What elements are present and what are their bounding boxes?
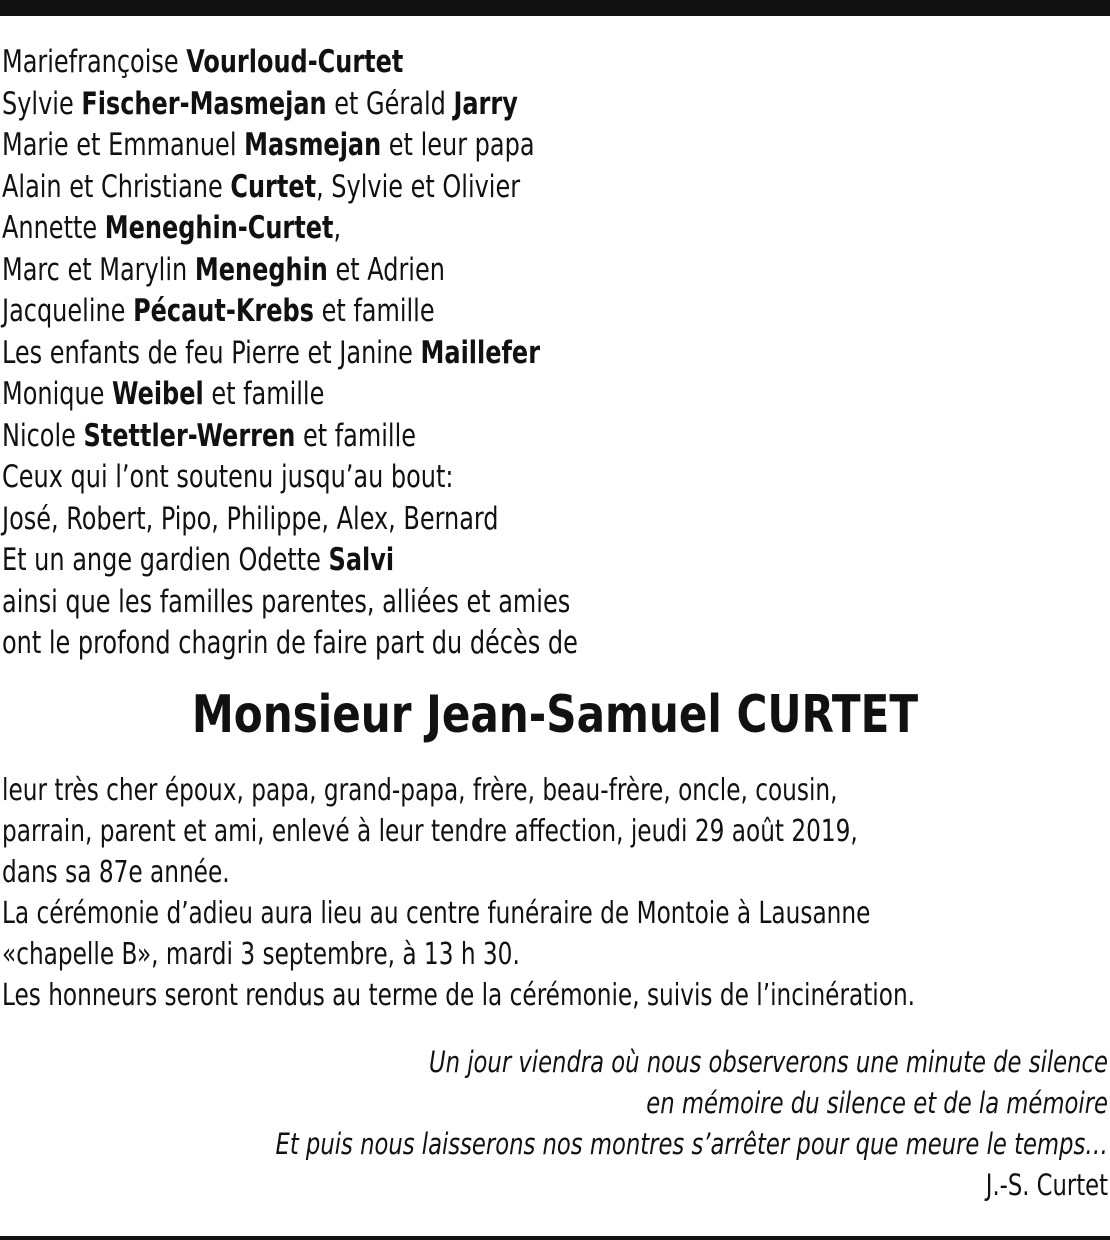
bottom-rule xyxy=(0,1236,1110,1240)
family-text: Monique xyxy=(2,376,113,412)
family-surname: Jarry xyxy=(453,85,518,122)
family-text: José, Robert, Pipo, Philippe, Alex, Bernard xyxy=(2,500,499,537)
poem-lines xyxy=(2,1042,1108,1165)
family-text: Ceux qui l’ont soutenu jusqu’au bout: xyxy=(2,459,454,495)
family-line xyxy=(2,125,948,167)
family-text: ainsi que les familles parentes, alliées et amies xyxy=(2,583,571,620)
family-text: Marc et Marylin xyxy=(2,251,195,288)
family-text: et leur papa xyxy=(381,127,535,163)
announcement-body xyxy=(2,770,1108,1016)
poem-line: en mémoire du silence et de la mémoire xyxy=(646,1086,1108,1120)
deceased-name: Monsieur Jean-Samuel CURTET xyxy=(191,685,919,745)
family-line xyxy=(2,250,948,292)
family-text: Annette xyxy=(2,210,105,246)
family-surname: Maillefer xyxy=(420,334,541,371)
family-surname: Salvi xyxy=(328,542,395,578)
family-line xyxy=(2,416,948,458)
body-line: dans sa 87e année. xyxy=(2,855,230,890)
family-surname: Meneghin-Curtet xyxy=(104,210,334,246)
family-text: ont le profond chagrin de faire part du décès de xyxy=(2,625,578,661)
family-text: Nicole xyxy=(2,417,84,454)
family-line xyxy=(2,208,948,250)
family-line xyxy=(2,623,948,665)
family-line xyxy=(2,167,948,209)
family-line xyxy=(2,84,948,126)
family-text: , Sylvie et Olivier xyxy=(316,168,521,205)
body-line: Les honneurs seront rendus au terme de la cérémonie, suivis de l’incinération. xyxy=(2,978,916,1013)
family-text: et famille xyxy=(313,293,435,329)
family-text: et Gérald xyxy=(326,85,454,122)
family-text: et Adrien xyxy=(327,251,445,288)
family-text: Marie et Emmanuel xyxy=(2,127,245,163)
body-line: La cérémonie d’adieu aura lieu au centre funéraire de Montoie à Lausanne xyxy=(2,896,871,931)
poem xyxy=(2,1042,1108,1206)
family-surname: Curtet xyxy=(230,168,317,205)
family-text: et famille xyxy=(295,417,417,454)
poem-signature: J.-S. Curtet xyxy=(985,1168,1108,1202)
poem-line: Un jour viendra où nous observerons une minute de silence xyxy=(429,1045,1108,1079)
family-text: Sylvie xyxy=(2,85,82,122)
family-surname: Weibel xyxy=(112,376,204,412)
family-line xyxy=(2,291,948,333)
top-rule xyxy=(0,0,1110,16)
poem-line: Et puis nous laisserons nos montres s’arrêter pour que meure le temps… xyxy=(275,1127,1109,1161)
family-line xyxy=(2,457,948,499)
family-surname: Stettler-Werren xyxy=(83,417,296,454)
family-text: Alain et Christiane xyxy=(2,168,231,205)
family-line xyxy=(2,582,948,624)
family-text: , xyxy=(333,210,342,246)
family-line xyxy=(2,540,948,582)
family-text: Jacqueline xyxy=(2,293,134,329)
family-surname: Pécaut-Krebs xyxy=(133,293,314,329)
family-text: et famille xyxy=(203,376,325,412)
family-surname: Vourloud-Curtet xyxy=(186,44,404,80)
family-text: Mariefrançoise xyxy=(2,44,187,80)
family-list xyxy=(2,42,1102,665)
family-line xyxy=(2,333,948,375)
family-surname: Fischer-Masmejan xyxy=(81,85,327,122)
family-line xyxy=(2,499,948,541)
family-text: Les enfants de feu Pierre et Janine xyxy=(2,334,421,371)
family-text: Et un ange gardien Odette xyxy=(2,542,329,578)
family-surname: Meneghin xyxy=(194,251,328,288)
family-line xyxy=(2,374,948,416)
body-line: parrain, parent et ami, enlevé à leur tendre affection, jeudi 29 août 2019, xyxy=(2,814,858,849)
family-surname: Masmejan xyxy=(244,127,382,163)
body-line: «chapelle B», mardi 3 septembre, à 13 h 30. xyxy=(2,937,520,972)
body-line: leur très cher époux, papa, grand-papa, frère, beau-frère, oncle, cousin, xyxy=(2,773,838,808)
family-line xyxy=(2,42,948,84)
